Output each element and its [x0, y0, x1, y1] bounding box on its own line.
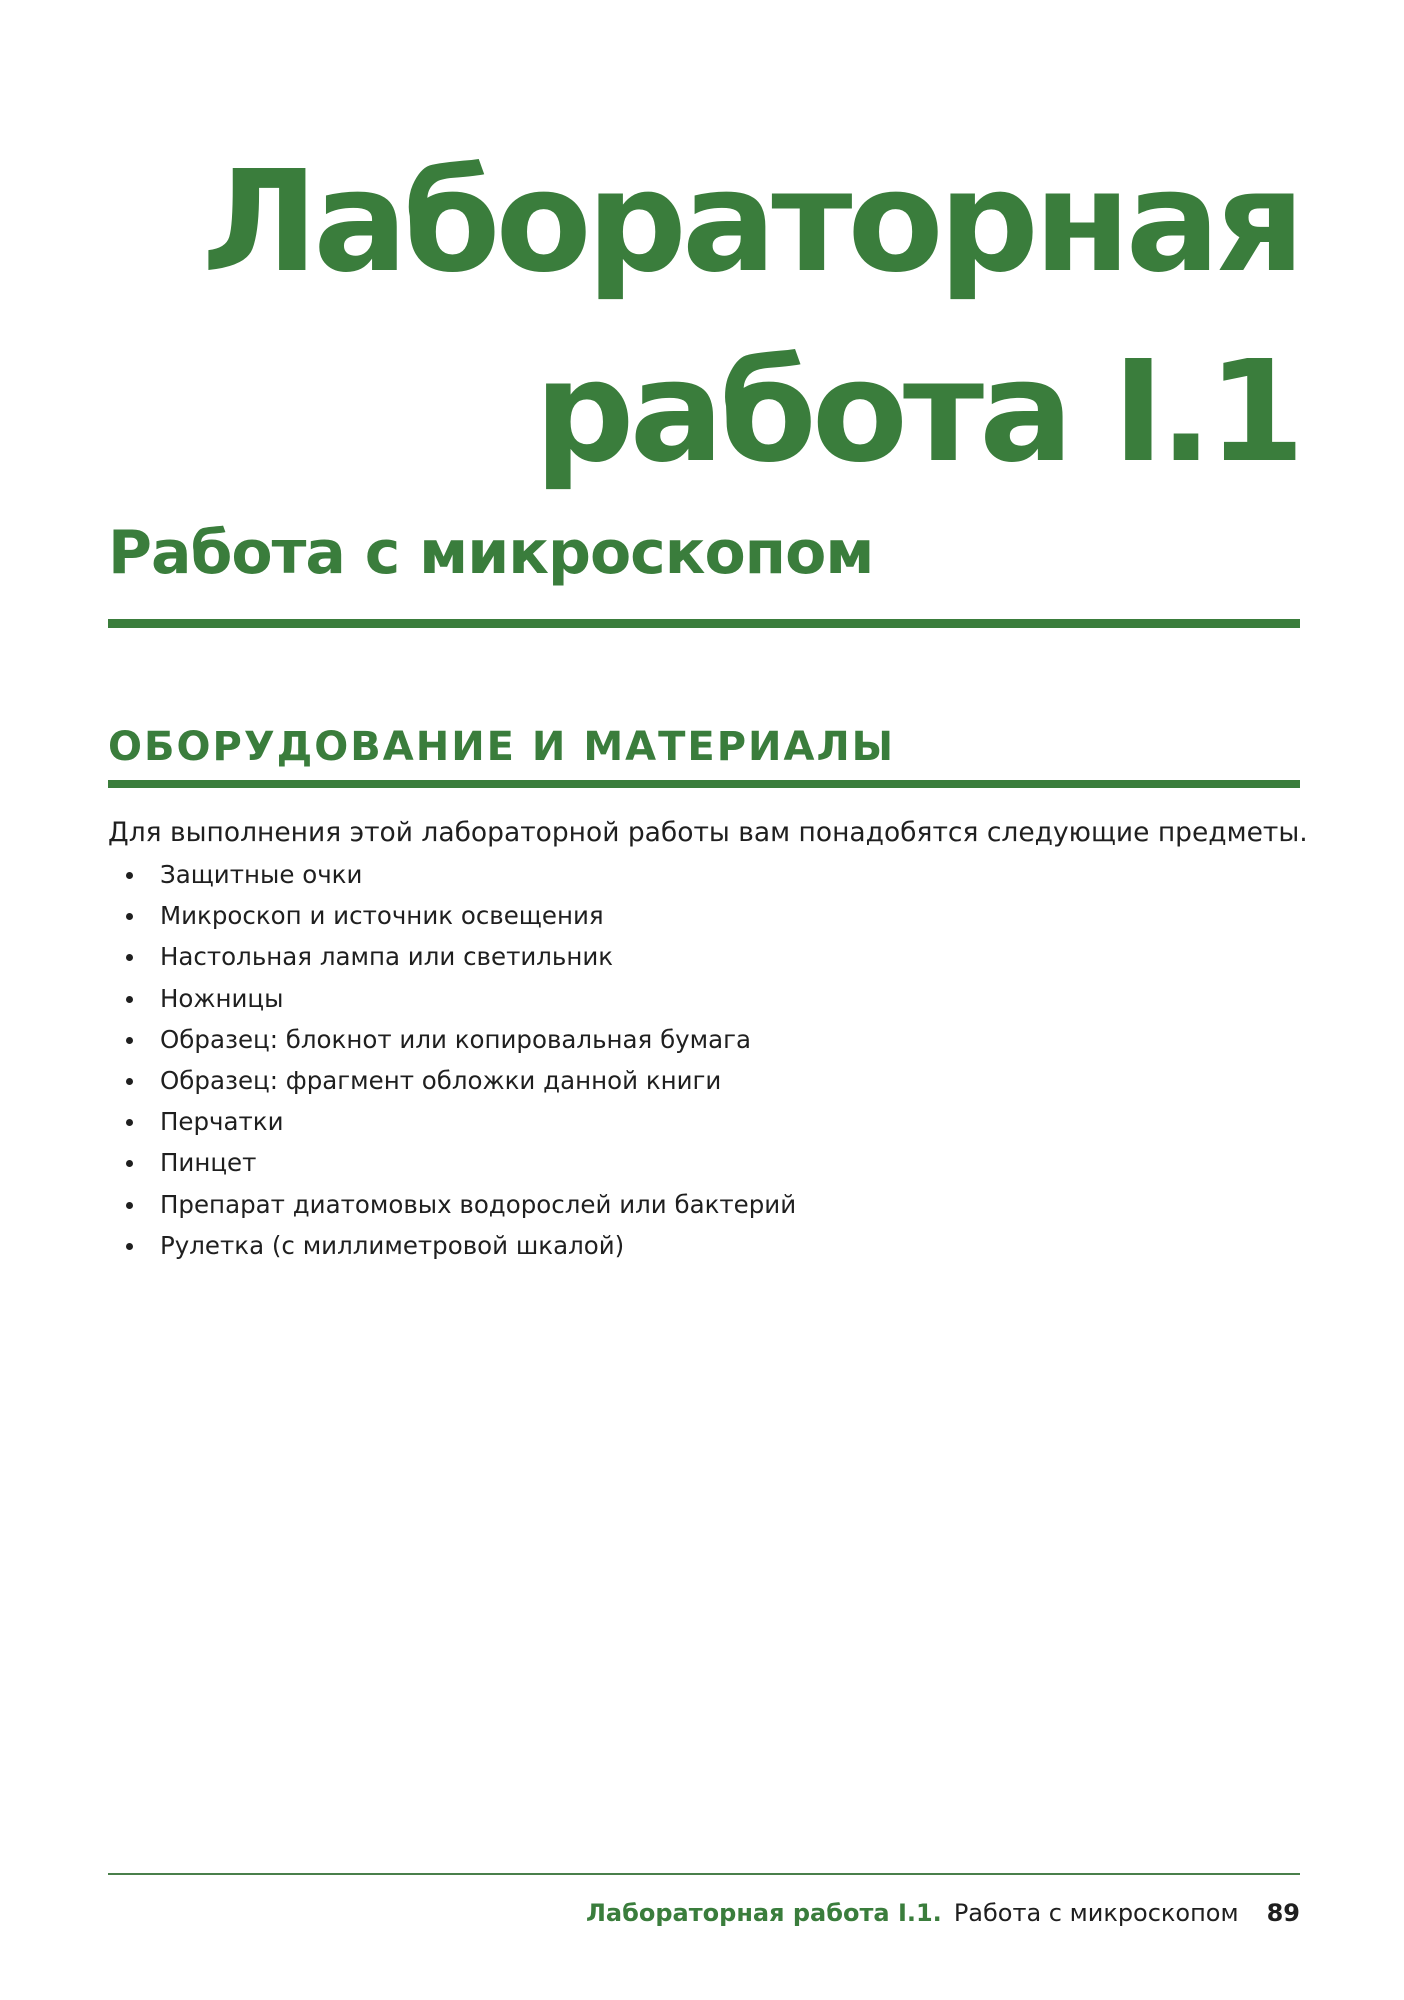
lab-title-line-1: Лабораторная — [201, 141, 1300, 304]
list-item: Препарат диатомовых водорослей или бактерий — [108, 1184, 796, 1225]
page-number: 89 — [1266, 1899, 1300, 1927]
lab-subtitle: Работа с микроскопом — [108, 518, 874, 588]
section-heading: ОБОРУДОВАНИЕ И МАТЕРИАЛЫ — [108, 724, 896, 770]
list-item: Перчатки — [108, 1101, 796, 1142]
lab-title — [202, 128, 1300, 508]
list-item: Микроскоп и источник освещения — [108, 895, 796, 936]
title-divider — [108, 619, 1300, 628]
section-intro: Для выполнения этой лабораторной работы вам понадобятся следующие предметы. — [108, 817, 1308, 848]
section-divider — [108, 780, 1300, 788]
equipment-list — [108, 854, 796, 1266]
list-item: Пинцет — [108, 1142, 796, 1183]
footer-title: Работа с микроскопом — [953, 1899, 1239, 1927]
lab-title-line-2: работа I.1 — [534, 331, 1300, 494]
list-item: Настольная лампа или светильник — [108, 936, 796, 977]
running-footer — [586, 1895, 1300, 1931]
list-item: Ножницы — [108, 978, 796, 1019]
footer-lab-label: Лабораторная работа I.1. — [585, 1899, 942, 1927]
list-item: Образец: фрагмент обложки данной книги — [108, 1060, 796, 1101]
list-item: Защитные очки — [108, 854, 796, 895]
list-item: Образец: блокнот или копировальная бумага — [108, 1019, 796, 1060]
footer-divider — [108, 1873, 1300, 1875]
list-item: Рулетка (с миллиметровой шкалой) — [108, 1225, 796, 1266]
